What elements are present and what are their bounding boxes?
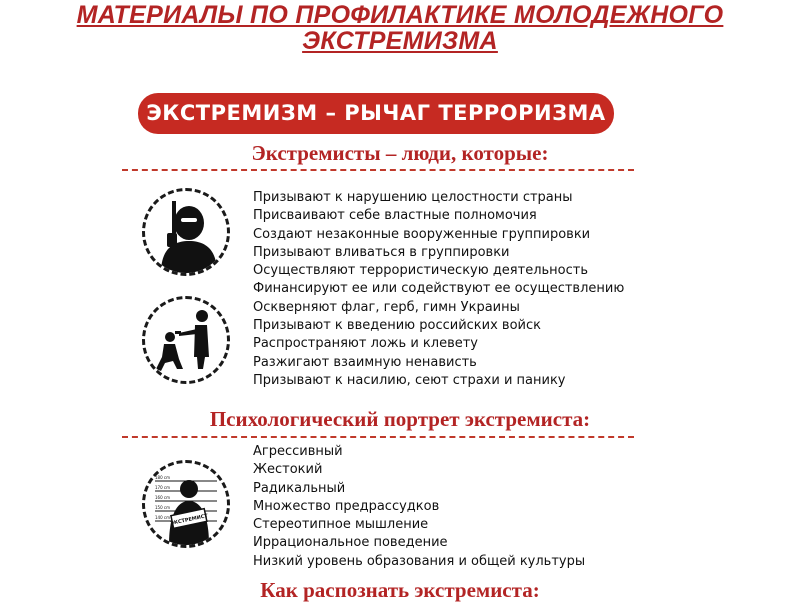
masked-gunman-icon [142, 188, 230, 276]
page-title-line2: ЭКСТРЕМИЗМА [302, 27, 498, 55]
list-item: Жестокий [253, 462, 323, 478]
list-item: Низкий уровень образования и общей культуры [253, 553, 586, 569]
list-item: Множество предрассудков [253, 498, 440, 514]
height-mark: 150 cm [155, 505, 171, 510]
height-mark: 180 cm [155, 475, 171, 480]
extremist-traits-list [253, 189, 624, 390]
list-item: Агрессивный [253, 444, 343, 459]
hostage-threat-icon [142, 296, 230, 384]
list-item: Радикальный [253, 480, 346, 496]
list-item: Распространяют ложь и клевету [253, 336, 478, 352]
list-item: Призывают к введению российских войск [253, 318, 541, 334]
list-item: Призывают к нарушению целостности страны [253, 190, 573, 205]
divider-dashed [122, 169, 634, 171]
list-item: Призывают вливаться в группировки [253, 244, 510, 260]
psych-portrait-list [253, 443, 585, 571]
list-item: Иррациональное поведение [253, 535, 448, 551]
section-heading-how-to-recognize: Как распознать экстремиста: [260, 578, 540, 602]
list-item: Создают незаконные вооруженные группировки [253, 226, 591, 242]
list-item: Разжигают взаимную ненависть [253, 354, 477, 370]
section-heading-psych-portrait: Психологический портрет экстремиста: [209, 407, 591, 431]
list-item: Присваивают себе властные полномочия [253, 208, 537, 224]
list-item: Финансируют ее или содействуют ее осуществлению [253, 281, 625, 297]
list-item: Призывают к насилию, сеют страхи и панику [253, 372, 566, 388]
mugshot-icon [142, 460, 230, 548]
height-mark: 170 cm [155, 485, 171, 490]
height-mark: 160 cm [155, 495, 171, 500]
list-item: Оскверняют флаг, герб, гимн Украины [253, 299, 520, 315]
page-title [0, 2, 800, 54]
mugshot-sign-text: ЭКСТРЕМИСТ [169, 513, 209, 527]
divider-dashed [122, 436, 634, 438]
poster-banner: ЭКСТРЕМИЗМ – РЫЧАГ ТЕРРОРИЗМА [138, 93, 614, 134]
list-item: Стереотипное мышление [253, 517, 429, 533]
page-title-line1: МАТЕРИАЛЫ ПО ПРОФИЛАКТИКЕ МОЛОДЕЖНОГО [76, 1, 724, 29]
section-heading-extremists: Экстремисты – люди, которые: [251, 141, 549, 165]
list-item: Осуществляют террористическую деятельность [253, 263, 589, 279]
height-mark: 140 cm [155, 515, 171, 520]
